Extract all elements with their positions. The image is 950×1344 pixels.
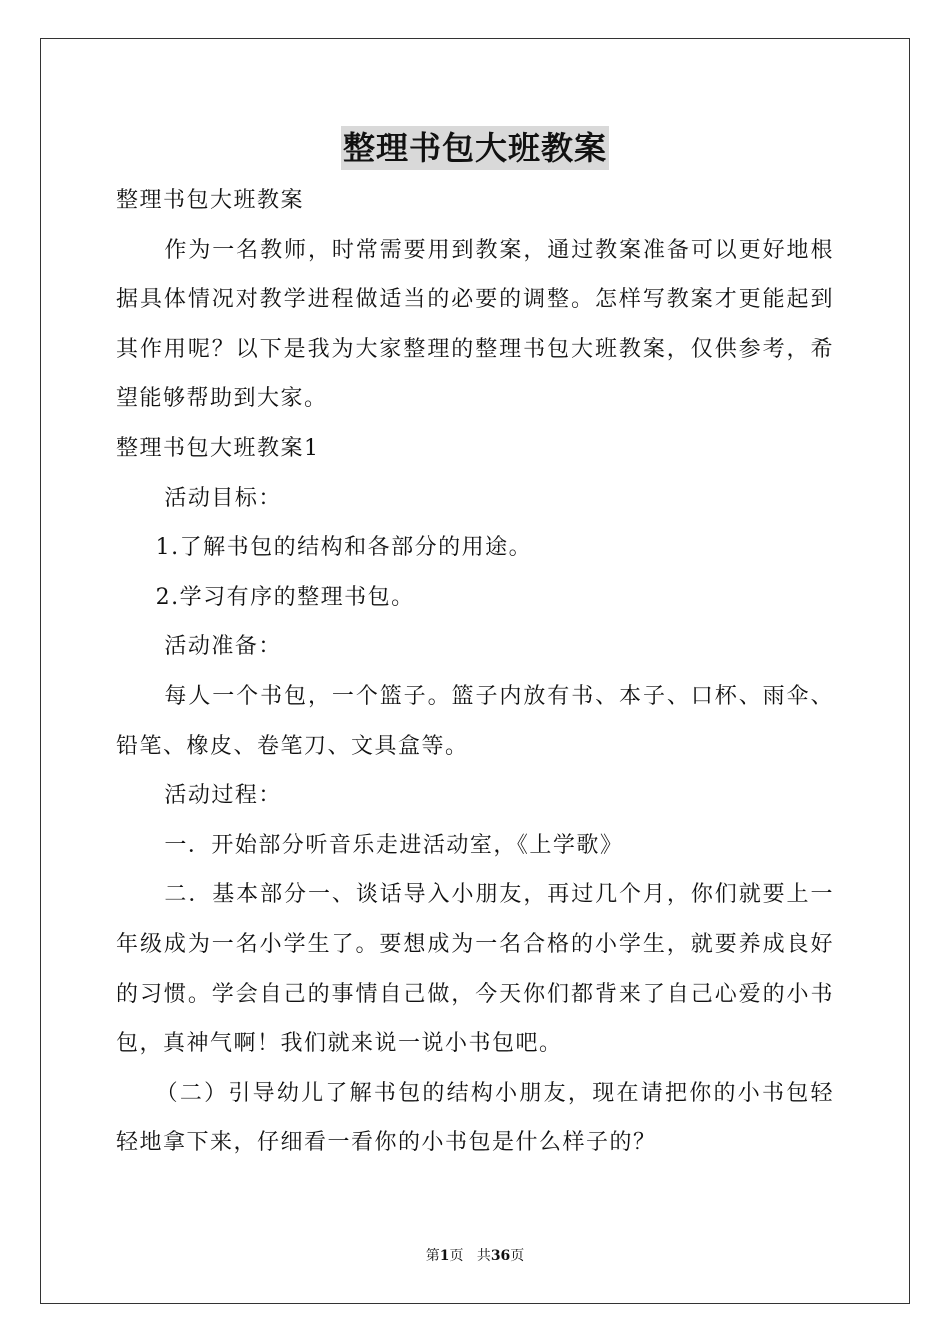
process-heading: 活动过程： (164, 783, 282, 809)
goal-item-1: 1.了解书包的结构和各部分的用途。 (155, 535, 533, 561)
intro-paragraph: 作为一名教师，时常需要用到教案，通过教案准备可以更好地根据具体情况对教学进程做适当的必要的调整。怎样写教案才更能起到其作用呢？以下是我为大家整理的整理书包大班教案，仅供参考，希望能够帮助到大家。 (116, 237, 834, 412)
subtitle-paragraph: 整理书包大班教案 (116, 188, 305, 213)
page-footer (0, 1246, 950, 1266)
total-pages: 36 (490, 1248, 511, 1264)
section-heading: 整理书包大班教案1 (116, 435, 320, 461)
title-wrap (0, 126, 950, 170)
page-suffix: 页 (449, 1248, 464, 1264)
page-prefix: 第 (425, 1248, 440, 1264)
page-number: 1 (439, 1248, 450, 1264)
goals-heading: 活动目标： (164, 485, 282, 511)
document-title: 整理书包大班教案 (341, 126, 609, 170)
total-prefix: 共 (476, 1248, 491, 1264)
total-suffix: 页 (510, 1248, 525, 1264)
preparation-heading: 活动准备： (164, 634, 282, 660)
process-step-1: 一．开始部分听音乐走进活动室，《上学歌》 (164, 832, 624, 858)
document-body (116, 176, 834, 1168)
preparation-paragraph: 每人一个书包，一个篮子。篮子内放有书、本子、口杯、雨伞、铅笔、橡皮、卷笔刀、文具盒等。 (116, 683, 834, 759)
process-step-2-sub: （二）引导幼儿了解书包的结构小朋友，现在请把你的小书包轻轻地拿下来，仔细看一看你的小书包是什么样子的？ (116, 1080, 834, 1156)
goal-item-2: 2.学习有序的整理书包。 (155, 584, 415, 610)
process-step-2: 二．基本部分一、谈话导入小朋友，再过几个月，你们就要上一年级成为一名小学生了。要想成为一名合格的小学生，就要养成良好的习惯。学会自己的事情自己做，今天你们都背来了自己心爱的小书包，真神气啊！我们就来说一说小书包吧。 (116, 882, 834, 1057)
